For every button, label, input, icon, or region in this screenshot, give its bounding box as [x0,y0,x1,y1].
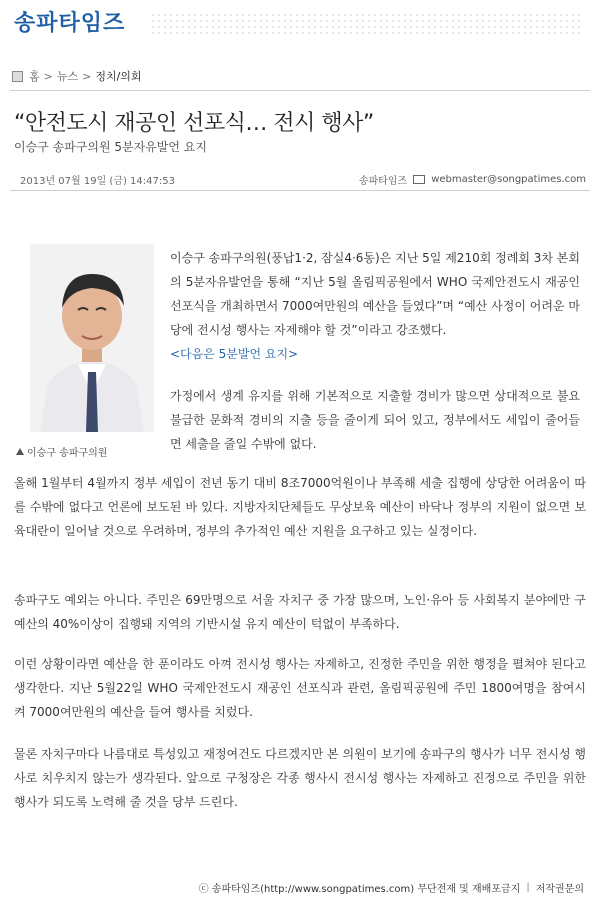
article-paragraph-note: <다음은 5분발언 요지> [170,347,299,361]
article-photo [30,244,154,432]
photo-caption-text: 이승구 송파구의원 [27,448,108,459]
footer-rights-link[interactable]: 저작권문의 [535,884,584,895]
footer-divider: | [526,882,530,893]
photo-caption [16,444,107,459]
footer-copyright: ⓒ 송파타임즈(http://www.songpatimes.com) 무단전재 및 재배포금지 [198,884,521,895]
divider [10,190,590,191]
article-paragraph: 물론 자치구마다 나름대로 특성있고 재정여건도 다르겠지만 본 의원이 보기에 송파구의 행사가 너무 전시성 행사로 치우치지 않는가 생각된다. 앞으로 구청장은 각종 행사시 전시성 행사는 자제하고 진정으로 주민을 위한 행사가 되도록 노력해 줄 것을 당부 드린다. [14,747,586,809]
divider [10,90,590,91]
breadcrumb-section[interactable]: 정치/의회 [95,70,142,83]
footer [199,880,584,895]
breadcrumb-separator: > [82,69,92,83]
article-byline [359,172,586,187]
breadcrumb-home[interactable]: 홈 [29,70,40,83]
site-logo[interactable]: 송파타임즈 [14,11,126,36]
breadcrumb [12,68,142,84]
article-paragraph: 가정에서 생계 유지를 위해 기본적으로 지출할 경비가 많으면 상대적으로 불요불급한 문화적 경비의 지출 등을 줄이게 되어 있고, 정부에서도 세입이 줄어들면 세출을 줄일 수밖에 없다. [170,389,580,451]
article-paragraph: 송파구도 예외는 아니다. 주민은 69만명으로 서울 자치구 중 가장 많으며, 노인·유아 등 사회복지 분야에만 구 예산의 40%이상이 집행돼 지역의 기반시설 유지 예산이 턱없이 부족하다. [14,593,586,631]
home-icon [12,71,23,82]
article-paragraph: 이승구 송파구의원(풍납1·2, 잠실4·6동)은 지난 5일 제210회 정례회 3차 본회의 5분자유발언을 통해 “지난 5월 올림픽공원에서 WHO 국제안전도시 재공인 선포식을 개최하면서 7000여만원의 예산을 들였다”며 “예산 사정이 어려운 마당에 전시성 행사는 자제해야 할 것”이라고 강조했다. [170,251,580,337]
mail-icon [413,175,425,184]
breadcrumb-separator: > [43,69,53,83]
article-email[interactable]: webmaster@songpatimes.com [431,174,586,185]
article-paragraph: 올해 1월부터 4월까지 정부 세입이 전년 동기 대비 8조7000억원이나 부족해 세출 집행에 상당한 어려움이 따를 수밖에 없다고 언론에 보도된 바 있다. 지방자치단체들도 무상보육 예산이 바닥나 정부의 지원이 없으면 보육대란이 일어날 것으로 우려하며, 정부의 추가적인 예산 지원을 요구하고 있는 실정이다. [14,476,586,538]
article-date: 2013년 07월 19일 (금) 14:47:53 [20,176,175,187]
article-headline: “안전도시 재공인 선포식… 전시 행사” [14,111,374,136]
header-dot-pattern [150,12,580,34]
article-subheadline: 이승구 송파구의원 5분자유발언 요지 [14,140,207,154]
article-paragraph: 이런 상황이라면 예산을 한 푼이라도 아껴 전시성 행사는 자제하고, 진정한 주민을 위한 행정을 펼쳐야 된다고 생각한다. 지난 5월22일 WHO 국제안전도시 재공인 선포식과 관련, 올림픽공원에 주민 1800여명을 참여시켜 7000여만원의 예산을 들여 행사를 치렀다. [14,657,586,719]
triangle-icon [16,448,24,455]
breadcrumb-news[interactable]: 뉴스 [56,70,79,83]
article-source: 송파타임즈 [358,176,408,187]
